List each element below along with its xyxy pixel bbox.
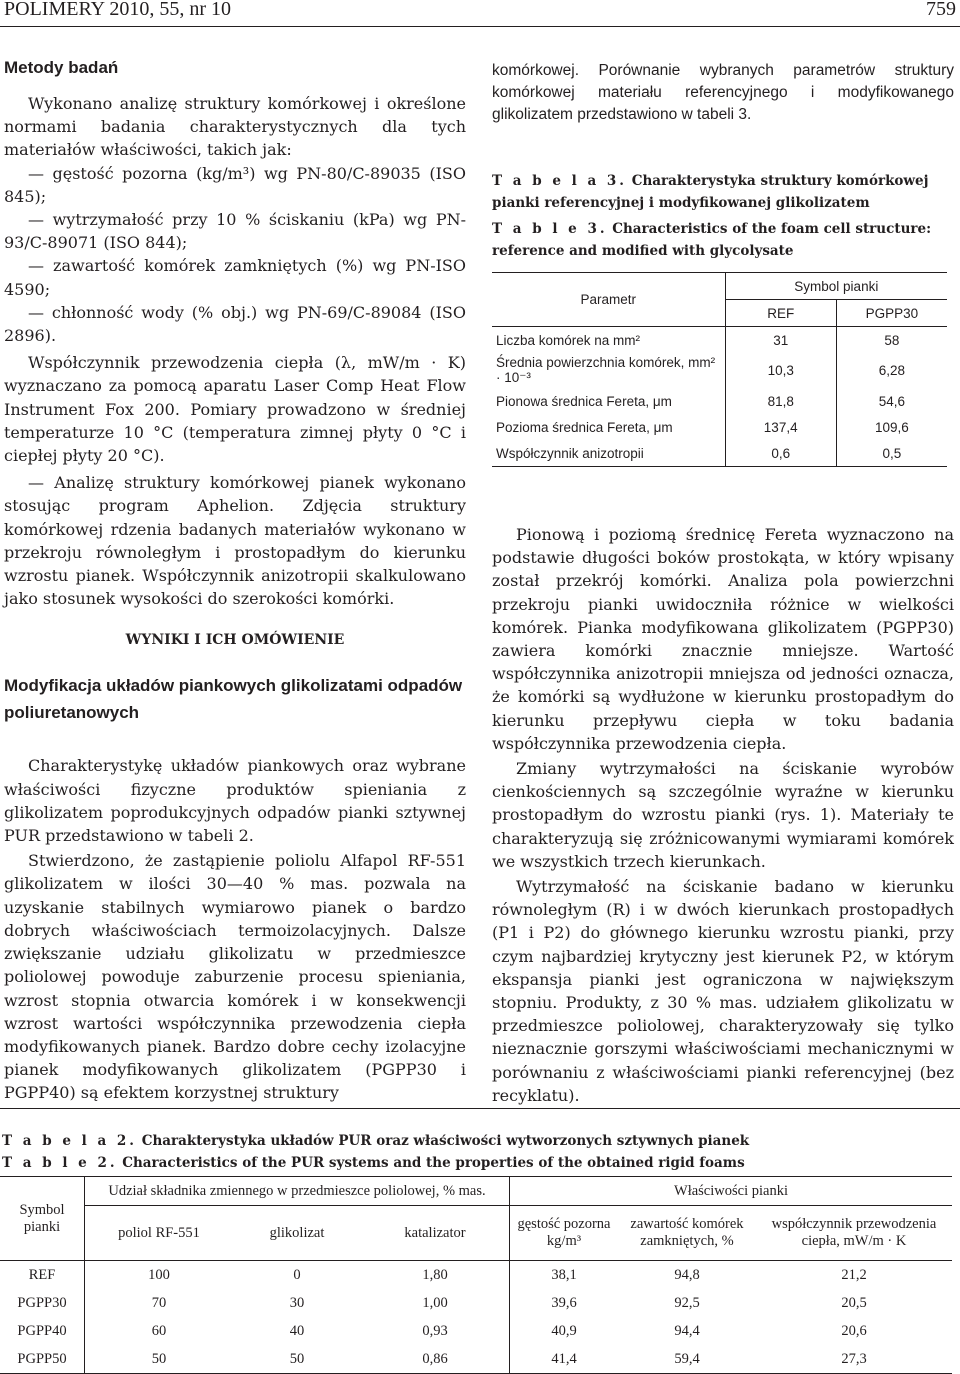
t3-cell: 10,3 xyxy=(725,353,836,388)
method-item: — wytrzymałość przy 10 % ściskaniu (kPa) wg PN-93/C-89071 (ISO 844); xyxy=(4,210,466,253)
table2-caption-pl: Charakterystyka układów PUR oraz właściwości wytworzonych sztywnych pianek xyxy=(141,1133,750,1149)
paragraph: Wytrzymałość na ściskanie badano w kierunku równoległym (R) i w dwóch kierunkach prostopadłych (P1 i P2) do głównego kierunku wzrostu pianki, przy czym najbardziej krytyczny jest kierunek P2, w którym ekspansja pianki jest ograniczona w największym stopniu. Produkty, z 30 % mas. udziałem glikolizatu w przedmieszce poliolowej, charakteryzowały się tylko nieznacznie gorszymi właściwościami mechanicznymi w porównaniu z właściwościami pianki referencyjnej (bez recyklatu). xyxy=(492,877,954,1105)
t2-cell: REF xyxy=(28,1266,56,1283)
t3-row-label: Średnia powierzchnia komórek, mm² · 10⁻³ xyxy=(496,355,716,385)
t3-cell: 54,6 xyxy=(836,388,947,414)
t2-cell: 1,00 xyxy=(422,1294,448,1311)
t3-cell: 137,4 xyxy=(725,414,836,440)
table2-label-en: T a b l e 2. xyxy=(2,1155,118,1171)
t2-symbol-header: Symbol pianki xyxy=(0,1177,85,1261)
t2-cell: 92,5 xyxy=(674,1294,700,1311)
t3-cell: 0,5 xyxy=(836,440,947,467)
t2-cell: 94,4 xyxy=(674,1322,700,1339)
t3-row-label: Pozioma średnica Fereta, μm xyxy=(496,419,673,435)
t3-cell: 0,6 xyxy=(725,440,836,467)
t2-cell: 20,6 xyxy=(841,1322,867,1339)
t2-col-header: poliol RF-551 xyxy=(85,1206,234,1261)
table2-caption-en: Characteristics of the PUR systems and the properties of the obtained rigid foams xyxy=(122,1155,745,1171)
t2-cell: 0,86 xyxy=(422,1350,448,1367)
t2-col-header: glikolizat xyxy=(233,1206,361,1261)
t2-cell: 21,2 xyxy=(841,1266,867,1283)
method-item: — zawartość komórek zamkniętych (%) wg PN-ISO 4590; xyxy=(4,256,466,299)
t2-col-header: katalizator xyxy=(361,1206,510,1261)
paragraph: Charakterystykę układów piankowych oraz wybrane właściwości fizyczne produktów spieniania z glikolizatem poprodukcyjnych odpadów pianki sztywnej PUR przedstawiono w tabeli 2. xyxy=(4,756,466,846)
t3-cell: 81,8 xyxy=(725,388,836,414)
t2-col-header: gęstość pozorna kg/m³ xyxy=(510,1206,619,1261)
t2-cell: PGPP30 xyxy=(17,1294,67,1311)
t2-cell: 39,6 xyxy=(510,1289,619,1317)
table-row xyxy=(492,327,947,354)
t3-cell: 58 xyxy=(836,327,947,354)
t2-cell: 40,9 xyxy=(510,1317,619,1345)
table3-label-pl: T a b e l a 3. xyxy=(492,173,627,189)
right-column xyxy=(492,60,954,1107)
paragraph: Stwierdzono, że zastąpienie poliolu Alfapol RF-551 glikolizatem w ilości 30—40 % mas. pozwala na uzyskanie stabilnych wymiarowo pianek o bardzo dobrych właściwościach termoizolacyjnych. Dalsze zwiększanie udziału glikolizatu w przedmieszce poliolowej powoduje zaburzenie procesu spieniania, wzrost stopnia otwarcia komórek i w konsekwencji wzrost wartości współczynnika przewodzenia ciepła modyfikowanych pianek. Bardzo dobre cechy izolacyjne pianek modyfikowanych glikolizatem (PGPP30 i PGPP40) są efektem korzystnej struktury xyxy=(4,851,466,1103)
t2-cell: 60 xyxy=(85,1317,234,1345)
table-row xyxy=(0,1317,952,1345)
running-header xyxy=(0,0,960,28)
table3-caption xyxy=(492,170,954,262)
t3-cell: 109,6 xyxy=(836,414,947,440)
t3-row-label: Liczba komórek na mm² xyxy=(496,332,641,348)
method-item: — chłonność wody (% obj.) wg PN-69/C-89084 (ISO 2896). xyxy=(4,302,466,346)
t3-col-pgpp30: PGPP30 xyxy=(836,300,947,327)
results-heading: WYNIKI I ICH OMÓWIENIE xyxy=(125,632,345,649)
t2-cell: 20,5 xyxy=(841,1294,867,1311)
section-rule xyxy=(0,1108,960,1109)
methods-intro: Wykonano analizę struktury komórkowej i określone normami badania charakterystycznych dla tych materiałów właściwości, takich jak: xyxy=(4,94,466,160)
method-item: — gęstość pozorna (kg/m³) wg PN-80/C-89035 (ISO 845); xyxy=(4,163,466,206)
table3-label-en: T a b l e 3. xyxy=(492,221,608,237)
t2-cell: 0 xyxy=(293,1266,301,1283)
t2-cell: 27,3 xyxy=(841,1350,867,1367)
t2-cell: 50 xyxy=(85,1345,234,1374)
t2-cell: 41,4 xyxy=(510,1345,619,1374)
t2-cell: 1,80 xyxy=(422,1266,448,1283)
table-row xyxy=(492,440,947,467)
t2-cell: 0,93 xyxy=(422,1322,448,1339)
table2-label-pl: T a b e l a 2. xyxy=(2,1133,137,1149)
t3-symbol-header: Symbol pianki xyxy=(725,273,947,300)
table-row xyxy=(492,414,947,440)
table-3 xyxy=(492,272,947,467)
t2-cell: 100 xyxy=(85,1261,234,1290)
t2-group1-header: Udział składnika zmiennego w przedmieszce poliolowej, % mas. xyxy=(85,1177,510,1206)
t2-cell: PGPP40 xyxy=(17,1322,67,1339)
paragraph: Zmiany wytrzymałości na ściskanie wyrobów cienkościennych są szczególnie wyraźne w kierunku prostopadłym do wzrostu pianki (rys. 1). Materiały te charakteryzują się zróżnicowanymi wymiarami komórek we wszystkich trzech kierunkach. xyxy=(492,759,954,871)
table3-caption-pl: Charakterystyka struktury komórkowej pianki referencyjnej i modyfikowanej glikolizatem xyxy=(492,173,929,211)
t2-cell: 38,1 xyxy=(510,1261,619,1290)
t2-cell: 40 xyxy=(289,1322,305,1339)
table-row xyxy=(492,353,947,388)
t2-col-header: współczynnik przewodzenia ciepła, mW/m · K xyxy=(756,1206,952,1261)
table-row xyxy=(492,388,947,414)
t3-cell: 6,28 xyxy=(836,353,947,388)
t2-cell: 50 xyxy=(289,1350,305,1367)
table-row xyxy=(0,1289,952,1317)
methods-title: Metody badań xyxy=(4,58,119,77)
paragraph: Pionową i poziomą średnicę Fereta wyznaczono na podstawie długości boków prostokąta, w który wpisany został przekrój komórki. Analiza pola powierzchni przekroju pianki uwidoczniła różnice w wielkości komórek. Pianka modyfikowana glikolizatem (PGPP30) zawiera komórki znacznie mniejsze. Wartość współczynnika anizotropii mniejsza od jedności oznacza, że komórki są wydłużone w kierunku prostopadłym do kierunku przepływu ciepła w toku badania współczynnika przewodzenia ciepła. xyxy=(492,525,954,753)
table-2 xyxy=(0,1176,952,1374)
table-row xyxy=(0,1345,952,1374)
subsection-title: Modyfikacja układów piankowych glikolizatami odpadów poliuretanowych xyxy=(4,676,463,723)
t3-row-label: Współczynnik anizotropii xyxy=(496,445,644,461)
structure-paragraph: — Analizę struktury komórkowej pianek wykonano stosując program Aphelion. Zdjęcia struktury komórkowej rdzenia badanych materiałów wykonano w przekroju równoległym i prostopadłym do kierunku wzrostu pianek. Współczynnik anizotropii skalkulowano jako stosunek wysokości do szerokości komórki. xyxy=(4,473,466,609)
t3-row-label: Pionowa średnica Fereta, μm xyxy=(496,393,672,409)
t2-cell: 59,4 xyxy=(674,1350,700,1367)
left-column xyxy=(4,58,466,1105)
page-number: 759 xyxy=(926,0,956,20)
t2-group2-header: Właściwości pianki xyxy=(510,1177,953,1206)
paragraph: komórkowej. Porównanie wybranych parametrów struktury komórkowej materiału referencyjnego i modyfikowanego glikolizatem przedstawiono w tabeli 3. xyxy=(492,62,954,123)
t2-cell: PGPP50 xyxy=(17,1350,67,1367)
lambda-paragraph: Współczynnik przewodzenia ciepła (λ, mW/m · K) wyznaczano za pomocą aparatu Laser Comp Heat Flow Instrument Fox 200. Pomiary prowadzono w średniej temperaturze 10 °C (temperatura zimnej płyty 0 °C i ciepłej płyty 20 °C). xyxy=(4,353,466,466)
t3-col-ref: REF xyxy=(725,300,836,327)
table3-caption-en: Characteristics of the foam cell structure: reference and modified with glycolysate xyxy=(492,221,932,259)
t2-col-header: zawartość komórek zamkniętych, % xyxy=(618,1206,756,1261)
table-row xyxy=(0,1261,952,1290)
journal-title: POLIMERY 2010, 55, nr 10 xyxy=(4,0,232,20)
table2-caption xyxy=(0,1130,960,1174)
t2-cell: 70 xyxy=(85,1289,234,1317)
t2-cell: 30 xyxy=(289,1294,305,1311)
t3-param-header: Parametr xyxy=(492,273,725,327)
t2-cell: 94,8 xyxy=(674,1266,700,1283)
header-rule xyxy=(0,26,960,27)
t3-cell: 31 xyxy=(725,327,836,354)
